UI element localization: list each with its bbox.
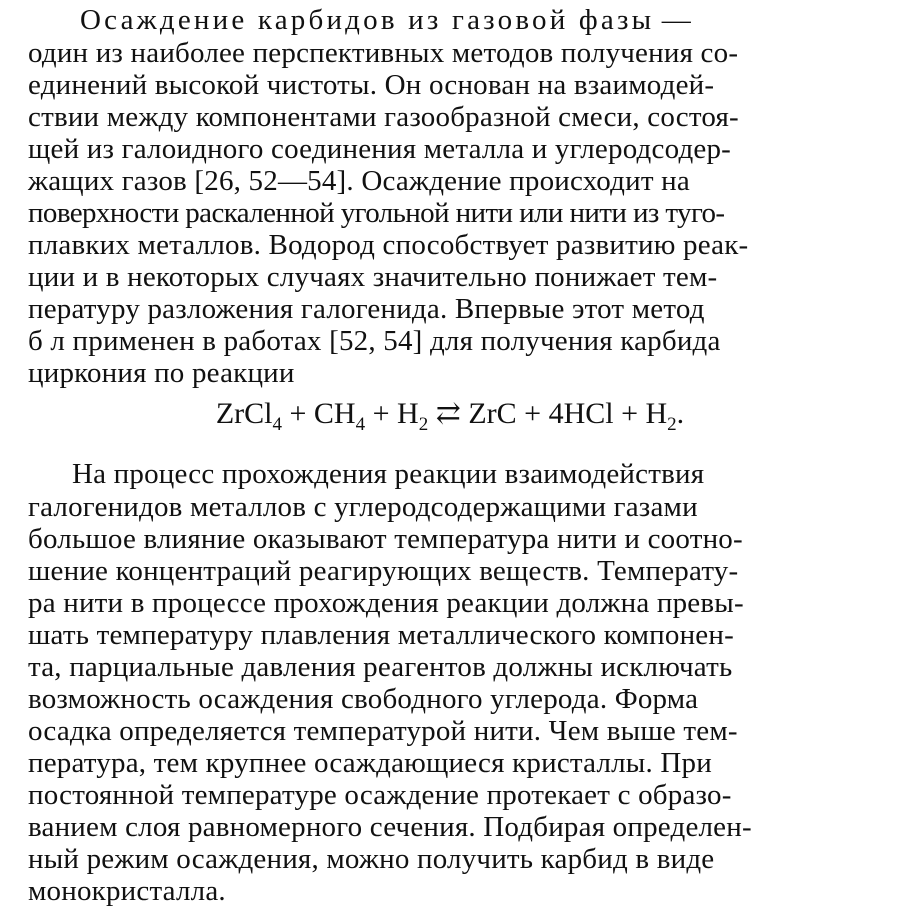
text-line: поверхности раскаленной угольной нити или нити из туго- [28,197,725,229]
text-line: пература, тем крупнее осаждающиеся кристаллы. При [28,747,712,779]
reaction-equation [0,397,900,442]
text-line: ствии между компонентами газообразной смеси, состоя- [28,101,739,133]
text-line: б л применен в работах [52, 54] для получения карбида [28,325,721,357]
spaced-title-phrase: Осаждение карбидов из газовой фазы [80,4,655,36]
formula-subscript: 2 [418,414,429,435]
formula-text: + CH [282,397,356,430]
text-line: возможность осаждения свободного углерода. Форма [28,683,699,715]
text-line: один из наиболее перспективных методов получения со- [28,37,739,69]
text-line: осадка определяется температурой нити. Чем выше тем- [28,715,738,747]
text-line: большое влияние оказывают температура нити и соотно- [28,523,743,555]
text-line: ра нити в процессе прохождения реакции должна превы- [28,587,744,619]
text-line: щей из галоидного соединения металла и углеродсодер- [28,133,732,165]
text-line: единений высокой чистоты. Он основан на взаимодей- [28,69,715,101]
formula-text: ZrCl [215,397,273,430]
formula-subscript: 4 [272,414,282,435]
text-line: шение концентраций реагирующих веществ. Температу- [28,555,739,587]
text-line: циркония по реакции [28,357,295,389]
formula-text: . [676,397,685,430]
text-line [0,4,900,36]
text-line: ванием слоя равномерного сечения. Подбирая определен- [28,811,752,843]
text-line: пературу разложения галогенида. Впервые этот метод [28,293,705,325]
text-line: монокристалла. [28,875,226,907]
formula-subscript: 2 [667,414,677,435]
text-line: шать температуру плавления металлического компонен- [28,619,734,651]
text-line: жащих газов [26, 52—54]. Осаждение происходит на [28,165,690,197]
text-line: постоянной температуре осаждение протекает с образо- [28,779,732,811]
formula-text: ⇄ ZrC + 4HCl + H [428,397,668,430]
text-line: галогенидов металлов с углеродсодержащими газами [28,491,698,523]
text-line: ный режим осаждения, можно получить карбид в виде [28,843,715,875]
dash: — [654,4,691,36]
formula-text: + H [365,397,419,430]
formula-subscript: 4 [355,414,366,435]
text-line: На процесс прохождения реакции взаимодействия [72,458,705,490]
text-line: та, парциальные давления реагентов должны исключать [28,651,733,683]
text-line: плавких металлов. Водород способствует развитию реак- [28,229,749,261]
text-line: ции и в некоторых случаях значительно понижает тем- [28,261,718,293]
